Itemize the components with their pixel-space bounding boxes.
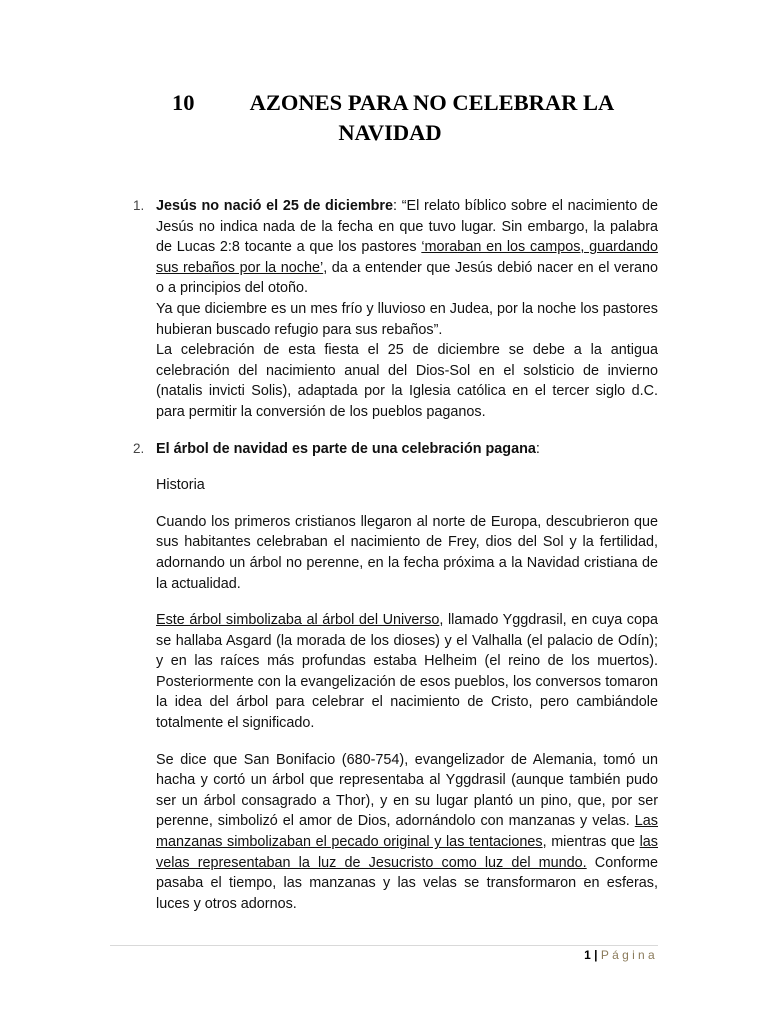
item-2-paragraph-3: [156, 750, 658, 915]
page-footer: [584, 947, 658, 963]
title-number: 10: [172, 90, 195, 115]
item-2-subheading: Historia: [156, 477, 205, 494]
item-2-p2-rest: , llamado Yggdrasil, en cuya copa se hallaba Asgard (la morada de los dioses) y el Valhalla (el palacio de Odín); y en las raíces más profundas estaba Helheim (el reino de los muertos). Posteriormente con la evangelización de esos pueblos, los conversos tomaron la idea del árbol para celebrar el nacimiento de Cristo, pero cambiándole totalmente el significado.: [156, 612, 658, 732]
footer-divider: [110, 945, 658, 946]
item-2-paragraph-1: Cuando los primeros cristianos llegaron al norte de Europa, descubrieron que sus habitantes celebraban el nacimiento de Frey, dios del Sol y la fertilidad, adornando un árbol no perenne, en la fecha próxima a la Navidad cristiana de la actualidad.: [156, 513, 658, 592]
item-2-heading-suffix: :: [535, 440, 540, 457]
reasons-list: [100, 196, 658, 914]
footer-separator: |: [594, 948, 598, 962]
item-2-p3-underlined-2: las velas representaban la luz de Jesucristo como luz del mundo.: [156, 834, 658, 871]
document-title: [150, 88, 630, 148]
item-1-quote: ‘moraban en los campos, guardando sus rebaños por la noche’: [156, 239, 658, 276]
page-label: Página: [600, 948, 658, 962]
item-1-text-b: , da a entender que Jesús debió nacer en el verano o a principios del otoño.: [156, 259, 659, 297]
item-2-p3-b: , mientras que: [542, 834, 640, 851]
item-1-heading: Jesús no nació el 25 de diciembre: [156, 198, 394, 214]
item-2-p2-underlined: Este árbol simbolizaba al árbol del Universo: [156, 612, 440, 629]
item-2-heading: El árbol de navidad es parte de una celebración pagana: [156, 440, 536, 457]
list-marker-1: 1.: [133, 198, 145, 213]
item-1-paragraph-2: Ya que diciembre es un mes frío y lluvioso en Judea, por la noche los pastores hubieran buscado refugio para sus rebaños”.: [156, 300, 658, 338]
list-marker-2: 2.: [133, 440, 145, 456]
title-line-2: NAVIDAD: [338, 120, 442, 145]
item-2-p3-c: Conforme pasaba el tiempo, las manzanas y las velas se transformaron en esferas, luces y otros adornos.: [156, 854, 658, 912]
item-2-p3-a: Se dice que San Bonifacio (680-754), evangelizador de Alemania, tomó un hacha y cortó un árbol que representaba al Yggdrasil (aunque también pudo ser un árbol consagrado a Thor), y en su lugar plantó un pino, que, por ser perenne, simbolizó el amor de Dios, adornándolo con manzanas y velas.: [156, 751, 658, 830]
item-1-paragraph-1: [156, 196, 658, 299]
item-1-text-a: : “El relato bíblico sobre el nacimiento de Jesús no indica nada de la fecha en que tuvo lugar. Sin embargo, la palabra de Lucas 2:8 tocante a que los pastores: [156, 198, 658, 256]
item-2-p3-underlined-1: Las manzanas simbolizaban el pecado original y las tentaciones: [156, 813, 658, 851]
list-item-1: [100, 196, 658, 423]
item-2-heading-line: [156, 439, 658, 460]
page-number: 1: [584, 948, 591, 962]
item-2-paragraph-2: [156, 610, 658, 734]
item-1-paragraph-3: La celebración de esta fiesta el 25 de diciembre se debe a la antigua celebración del nacimiento anual del Dios-Sol en el solsticio de invierno (natalis invicti Solis), adaptada por la Iglesia católica en el tercer siglo d.C. para permitir la conversión de los pueblos paganos.: [156, 342, 658, 420]
list-item-2: [100, 439, 658, 915]
title-line-1: AZONES PARA NO CELEBRAR LA: [249, 90, 615, 115]
